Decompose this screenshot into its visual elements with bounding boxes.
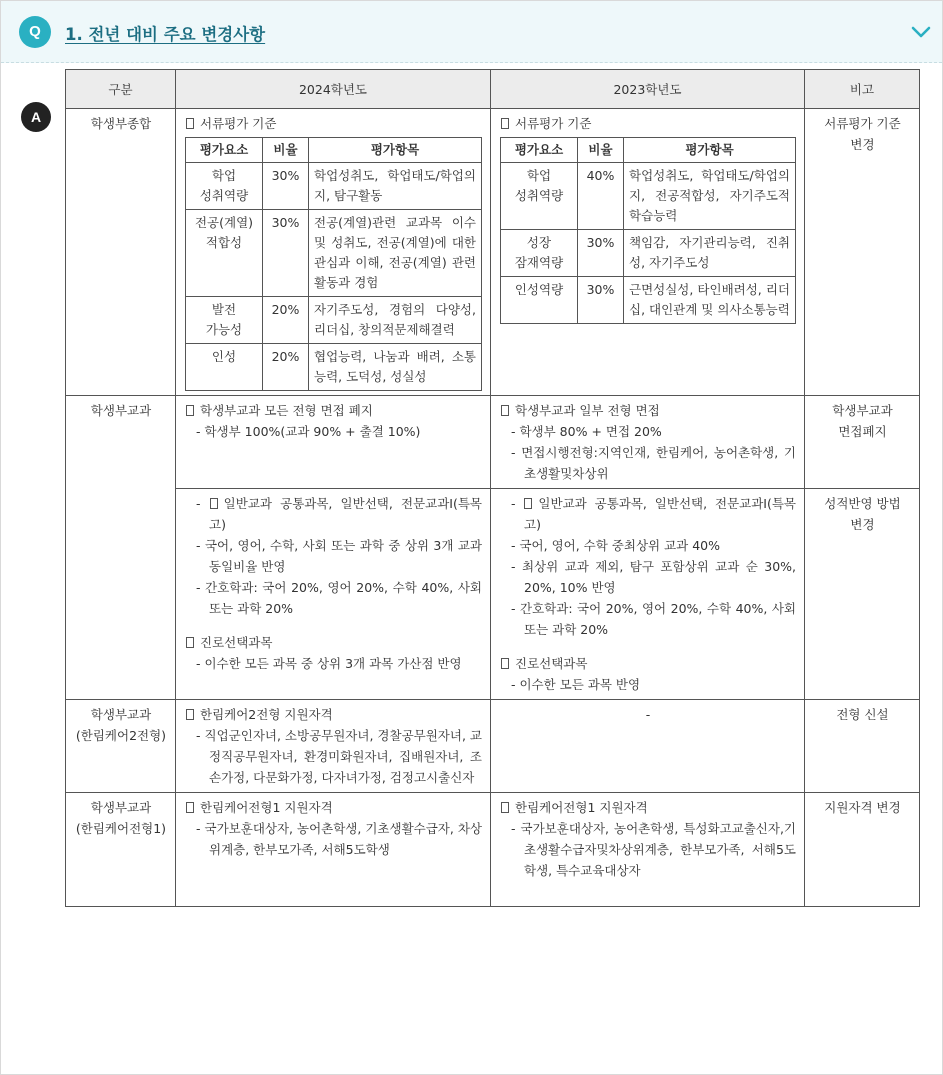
header-note: 비고 xyxy=(805,70,920,109)
ratio: 20% xyxy=(263,344,309,391)
table-row xyxy=(66,793,920,907)
list-item: - 최상위 교과 제외, 탐구 포함상위 교과 순 30%, 20%, 10% 반영 xyxy=(500,556,796,598)
row-category: 학생부종합 xyxy=(66,109,176,396)
items: 협업능력, 나눔과 배려, 소통능력, 도덕성, 성실성 xyxy=(309,344,482,391)
factor: 성장 잠재역량 xyxy=(501,230,578,277)
checkbox-icon xyxy=(501,118,509,129)
chevron-down-icon[interactable] xyxy=(909,21,933,43)
cell-2024 xyxy=(176,793,491,907)
items: 전공(계열)관련 교과목 이수 및 성취도, 전공(계열)에 대한 관심과 이해, 전공(계열) 관련 활동과 경험 xyxy=(309,210,482,297)
inner-header-ratio: 비율 xyxy=(263,138,309,163)
question-title[interactable]: 1. 전년 대비 주요 변경사항 xyxy=(65,25,266,44)
checkbox-icon xyxy=(210,498,218,509)
inner-row xyxy=(501,277,796,324)
checkbox-icon xyxy=(186,405,194,416)
factor: 전공(계열) 적합성 xyxy=(186,210,263,297)
inner-row xyxy=(186,210,482,297)
section-heading: 한림케어전형1 지원자격 xyxy=(185,797,482,818)
cell-2024 xyxy=(176,396,491,489)
factor: 인성 xyxy=(186,344,263,391)
question-bar[interactable] xyxy=(1,1,942,63)
cell-2023: - xyxy=(491,700,805,793)
row-note: 학생부교과 면접폐지 xyxy=(805,396,920,489)
header-2023: 2023학년도 xyxy=(491,70,805,109)
cell-2024 xyxy=(176,700,491,793)
items: 근면성실성, 타인배려성, 리더십, 대인관계 및 의사소통능력 xyxy=(624,277,796,324)
row-category: 학생부교과 xyxy=(66,396,176,700)
row-category: 학생부교과 (한림케어2전형) xyxy=(66,700,176,793)
list-item: - 국가보훈대상자, 농어촌학생, 특성화고교출신자,기초생활수급자및차상위계층, 한부모가족, 서해5도학생, 특수교육대상자 xyxy=(500,818,796,881)
checkbox-icon xyxy=(501,802,509,813)
items: 자기주도성, 경험의 다양성, 리더십, 창의적문제해결력 xyxy=(309,297,482,344)
criteria-table-2023 xyxy=(500,137,796,324)
inner-row xyxy=(186,344,482,391)
section-heading: 진로선택과목 xyxy=(500,653,796,674)
section-heading: 진로선택과목 xyxy=(185,632,482,653)
inner-header-row xyxy=(501,138,796,163)
header-2024: 2024학년도 xyxy=(176,70,491,109)
factor: 인성역량 xyxy=(501,277,578,324)
section-heading: 한림케어전형1 지원자격 xyxy=(500,797,796,818)
cell-2023 xyxy=(491,489,805,700)
list-item: - 이수한 모든 과목 반영 xyxy=(500,674,796,695)
list-item: - 직업군인자녀, 소방공무원자녀, 경찰공무원자녀, 교정직공무원자녀, 환경미화원자녀, 집배원자녀, 조손가정, 다문화가정, 다자녀가정, 검정고시출신자 xyxy=(185,725,482,788)
row-note: 전형 신설 xyxy=(805,700,920,793)
section-heading: - 일반교과 공통과목, 일반선택, 전문교과I(특목고) xyxy=(185,493,482,535)
changes-table xyxy=(65,69,920,907)
question-badge: Q xyxy=(19,16,51,48)
list-item: - 국가보훈대상자, 농어촌학생, 기초생활수급자, 차상위계층, 한부모가족, 서해5도학생 xyxy=(185,818,482,860)
section-heading: - 일반교과 공통과목, 일반선택, 전문교과I(특목고) xyxy=(500,493,796,535)
inner-header-ratio: 비율 xyxy=(578,138,624,163)
section-heading: 서류평가 기준 xyxy=(185,113,482,134)
items: 학업성취도, 학업태도/학업의지, 탐구활동 xyxy=(309,163,482,210)
cell-2024 xyxy=(176,489,491,700)
inner-row xyxy=(501,163,796,230)
list-item: - 국어, 영어, 수학, 사회 또는 과학 중 상위 3개 교과 동일비율 반영 xyxy=(185,535,482,577)
inner-header-factor: 평가요소 xyxy=(501,138,578,163)
ratio: 30% xyxy=(263,163,309,210)
factor: 학업 성취역량 xyxy=(501,163,578,230)
items: 학업성취도, 학업태도/학업의지, 전공적합성, 자기주도적 학습능력 xyxy=(624,163,796,230)
checkbox-icon xyxy=(186,709,194,720)
ratio: 30% xyxy=(263,210,309,297)
header-category: 구분 xyxy=(66,70,176,109)
inner-header-row xyxy=(186,138,482,163)
table-row xyxy=(66,396,920,489)
list-item: - 학생부 100%(교과 90% + 출결 10%) xyxy=(185,421,482,442)
checkbox-icon xyxy=(186,637,194,648)
inner-header-items: 평가항목 xyxy=(309,138,482,163)
list-item: - 면접시행전형:지역인재, 한림케어, 농어촌학생, 기초생활및차상위 xyxy=(500,442,796,484)
cell-2023 xyxy=(491,793,805,907)
row-note: 서류평가 기준 변경 xyxy=(805,109,920,396)
checkbox-icon xyxy=(501,658,509,669)
checkbox-icon xyxy=(501,405,509,416)
row-note: 성적반영 방법 변경 xyxy=(805,489,920,700)
inner-row xyxy=(186,297,482,344)
inner-header-factor: 평가요소 xyxy=(186,138,263,163)
ratio: 20% xyxy=(263,297,309,344)
ratio: 40% xyxy=(578,163,624,230)
checkbox-icon xyxy=(524,498,532,509)
factor: 발전 가능성 xyxy=(186,297,263,344)
cell-2023 xyxy=(491,109,805,396)
items: 책임감, 자기관리능력, 진취성, 자기주도성 xyxy=(624,230,796,277)
ratio: 30% xyxy=(578,277,624,324)
checkbox-icon xyxy=(186,802,194,813)
table-row xyxy=(66,109,920,396)
cell-2024 xyxy=(176,109,491,396)
section-heading: 학생부교과 모든 전형 면접 폐지 xyxy=(185,400,482,421)
section-heading: 서류평가 기준 xyxy=(500,113,796,134)
inner-row xyxy=(186,163,482,210)
table-row xyxy=(66,489,920,700)
table-row xyxy=(66,700,920,793)
table-header-row xyxy=(66,70,920,109)
row-note: 지원자격 변경 xyxy=(805,793,920,907)
section-heading: 한림케어2전형 지원자격 xyxy=(185,704,482,725)
list-item: - 이수한 모든 과목 중 상위 3개 과목 가산점 반영 xyxy=(185,653,482,674)
list-item: - 간호학과: 국어 20%, 영어 20%, 수학 40%, 사회 또는 과학 20% xyxy=(185,577,482,619)
list-item: - 학생부 80% + 면접 20% xyxy=(500,421,796,442)
factor: 학업 성취역량 xyxy=(186,163,263,210)
list-item: - 국어, 영어, 수학 중최상위 교과 40% xyxy=(500,535,796,556)
answer-badge: A xyxy=(21,102,51,132)
row-category: 학생부교과 (한림케어전형1) xyxy=(66,793,176,907)
inner-row xyxy=(501,230,796,277)
checkbox-icon xyxy=(186,118,194,129)
cell-2023 xyxy=(491,396,805,489)
criteria-table-2024 xyxy=(185,137,482,391)
ratio: 30% xyxy=(578,230,624,277)
section-heading: 학생부교과 일부 전형 면접 xyxy=(500,400,796,421)
list-item: - 간호학과: 국어 20%, 영어 20%, 수학 40%, 사회 또는 과학 20% xyxy=(500,598,796,640)
inner-header-items: 평가항목 xyxy=(624,138,796,163)
